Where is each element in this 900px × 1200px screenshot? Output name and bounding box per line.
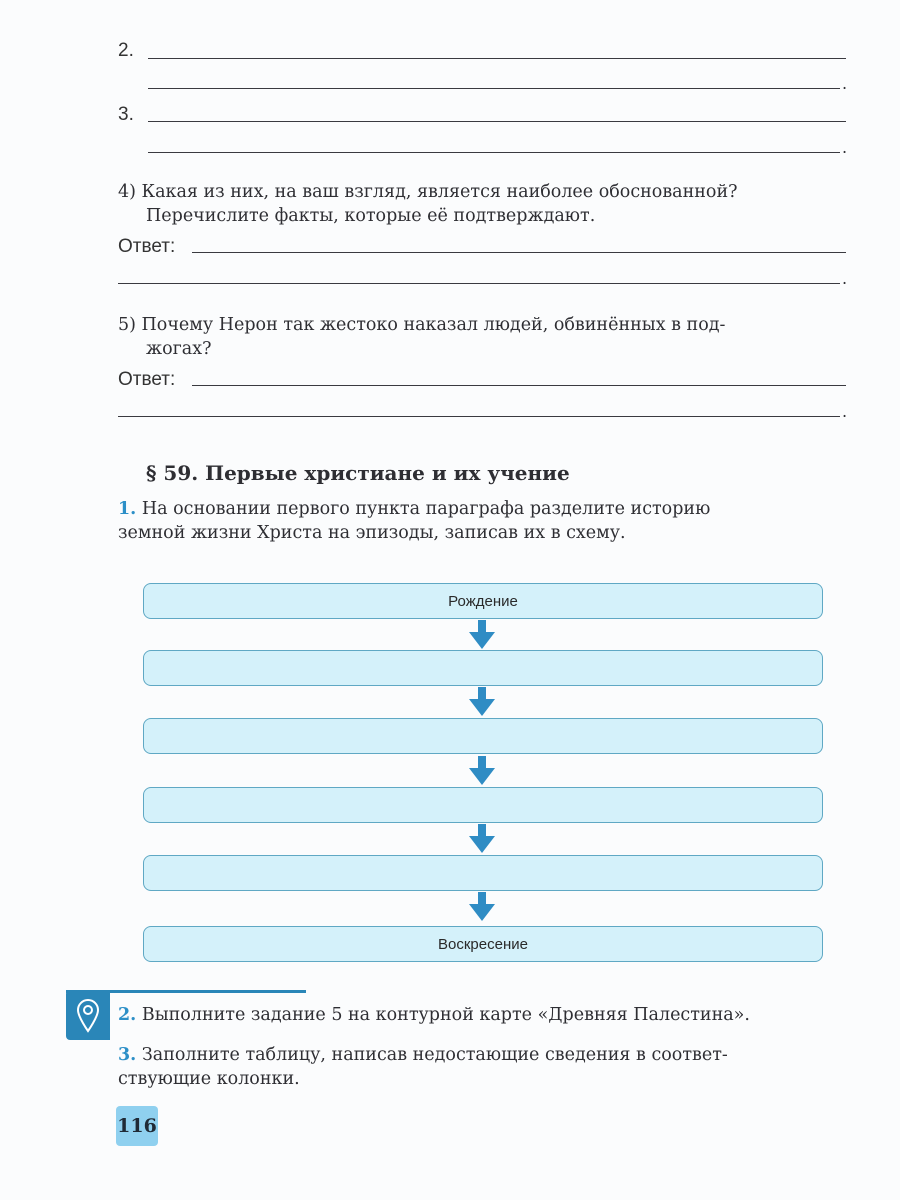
task-1 [118,497,846,545]
question-text: Почему Нерон так жестоко наказал людей, обвинённых в под- [141,315,726,335]
answer-label: Ответ: [118,236,176,257]
arrow-down-icon [468,687,496,717]
arrow-down-icon [468,756,496,786]
task-2 [118,1003,846,1027]
question-4 [118,180,846,228]
question-number: 4) [118,182,136,202]
task-number: 2. [118,1005,137,1025]
task-text: Заполните таблицу, написав недостающие сведения в соответ- [141,1045,728,1065]
question-text-cont: Перечислите факты, которые её подтверждают. [146,206,596,226]
line-end-dot: . [842,74,848,93]
question-5 [118,313,846,361]
map-pin-icon [66,990,110,1040]
task-3 [118,1043,846,1091]
answer-line[interactable] [192,252,846,253]
task-text-cont: ствующие колонки. [118,1069,300,1089]
question-number: 5) [118,315,136,335]
scheme-box-empty[interactable] [143,855,823,891]
scheme-box-empty[interactable] [143,718,823,754]
map-task-marker [66,990,110,1040]
answer-line[interactable] [148,121,846,122]
answer-line[interactable] [192,385,846,386]
scheme-box-empty[interactable] [143,650,823,686]
answer-label: Ответ: [118,369,176,390]
item-number-3: 3. [118,104,134,125]
arrow-down-icon [468,892,496,922]
task-text: Выполните задание 5 на контурной карте «Древняя Палестина». [141,1005,750,1025]
answer-line[interactable] [148,58,846,59]
task-text: На основании первого пункта параграфа разделите историю [141,499,711,519]
page-number: 116 [116,1106,158,1146]
arrow-down-icon [468,824,496,854]
answer-line[interactable] [148,152,840,153]
scheme-box-birth: Рождение [143,583,823,619]
question-text: Какая из них, на ваш взгляд, является наиболее обоснованной? [141,182,738,202]
line-end-dot: . [842,402,848,421]
answer-line[interactable] [118,416,840,417]
line-end-dot: . [842,269,848,288]
task-number: 1. [118,499,137,519]
scheme-box-empty[interactable] [143,787,823,823]
answer-line[interactable] [118,283,840,284]
item-number-2: 2. [118,40,134,61]
answer-line[interactable] [148,88,840,89]
question-text-cont: жогах? [146,339,212,359]
task-text-cont: земной жизни Христа на эпизоды, записав их в схему. [118,523,626,543]
arrow-down-icon [468,620,496,650]
section-title: § 59. Первые христиане и их учение [146,461,570,485]
task-number: 3. [118,1045,137,1065]
line-end-dot: . [842,138,848,157]
scheme-box-resurrection: Воскресение [143,926,823,962]
